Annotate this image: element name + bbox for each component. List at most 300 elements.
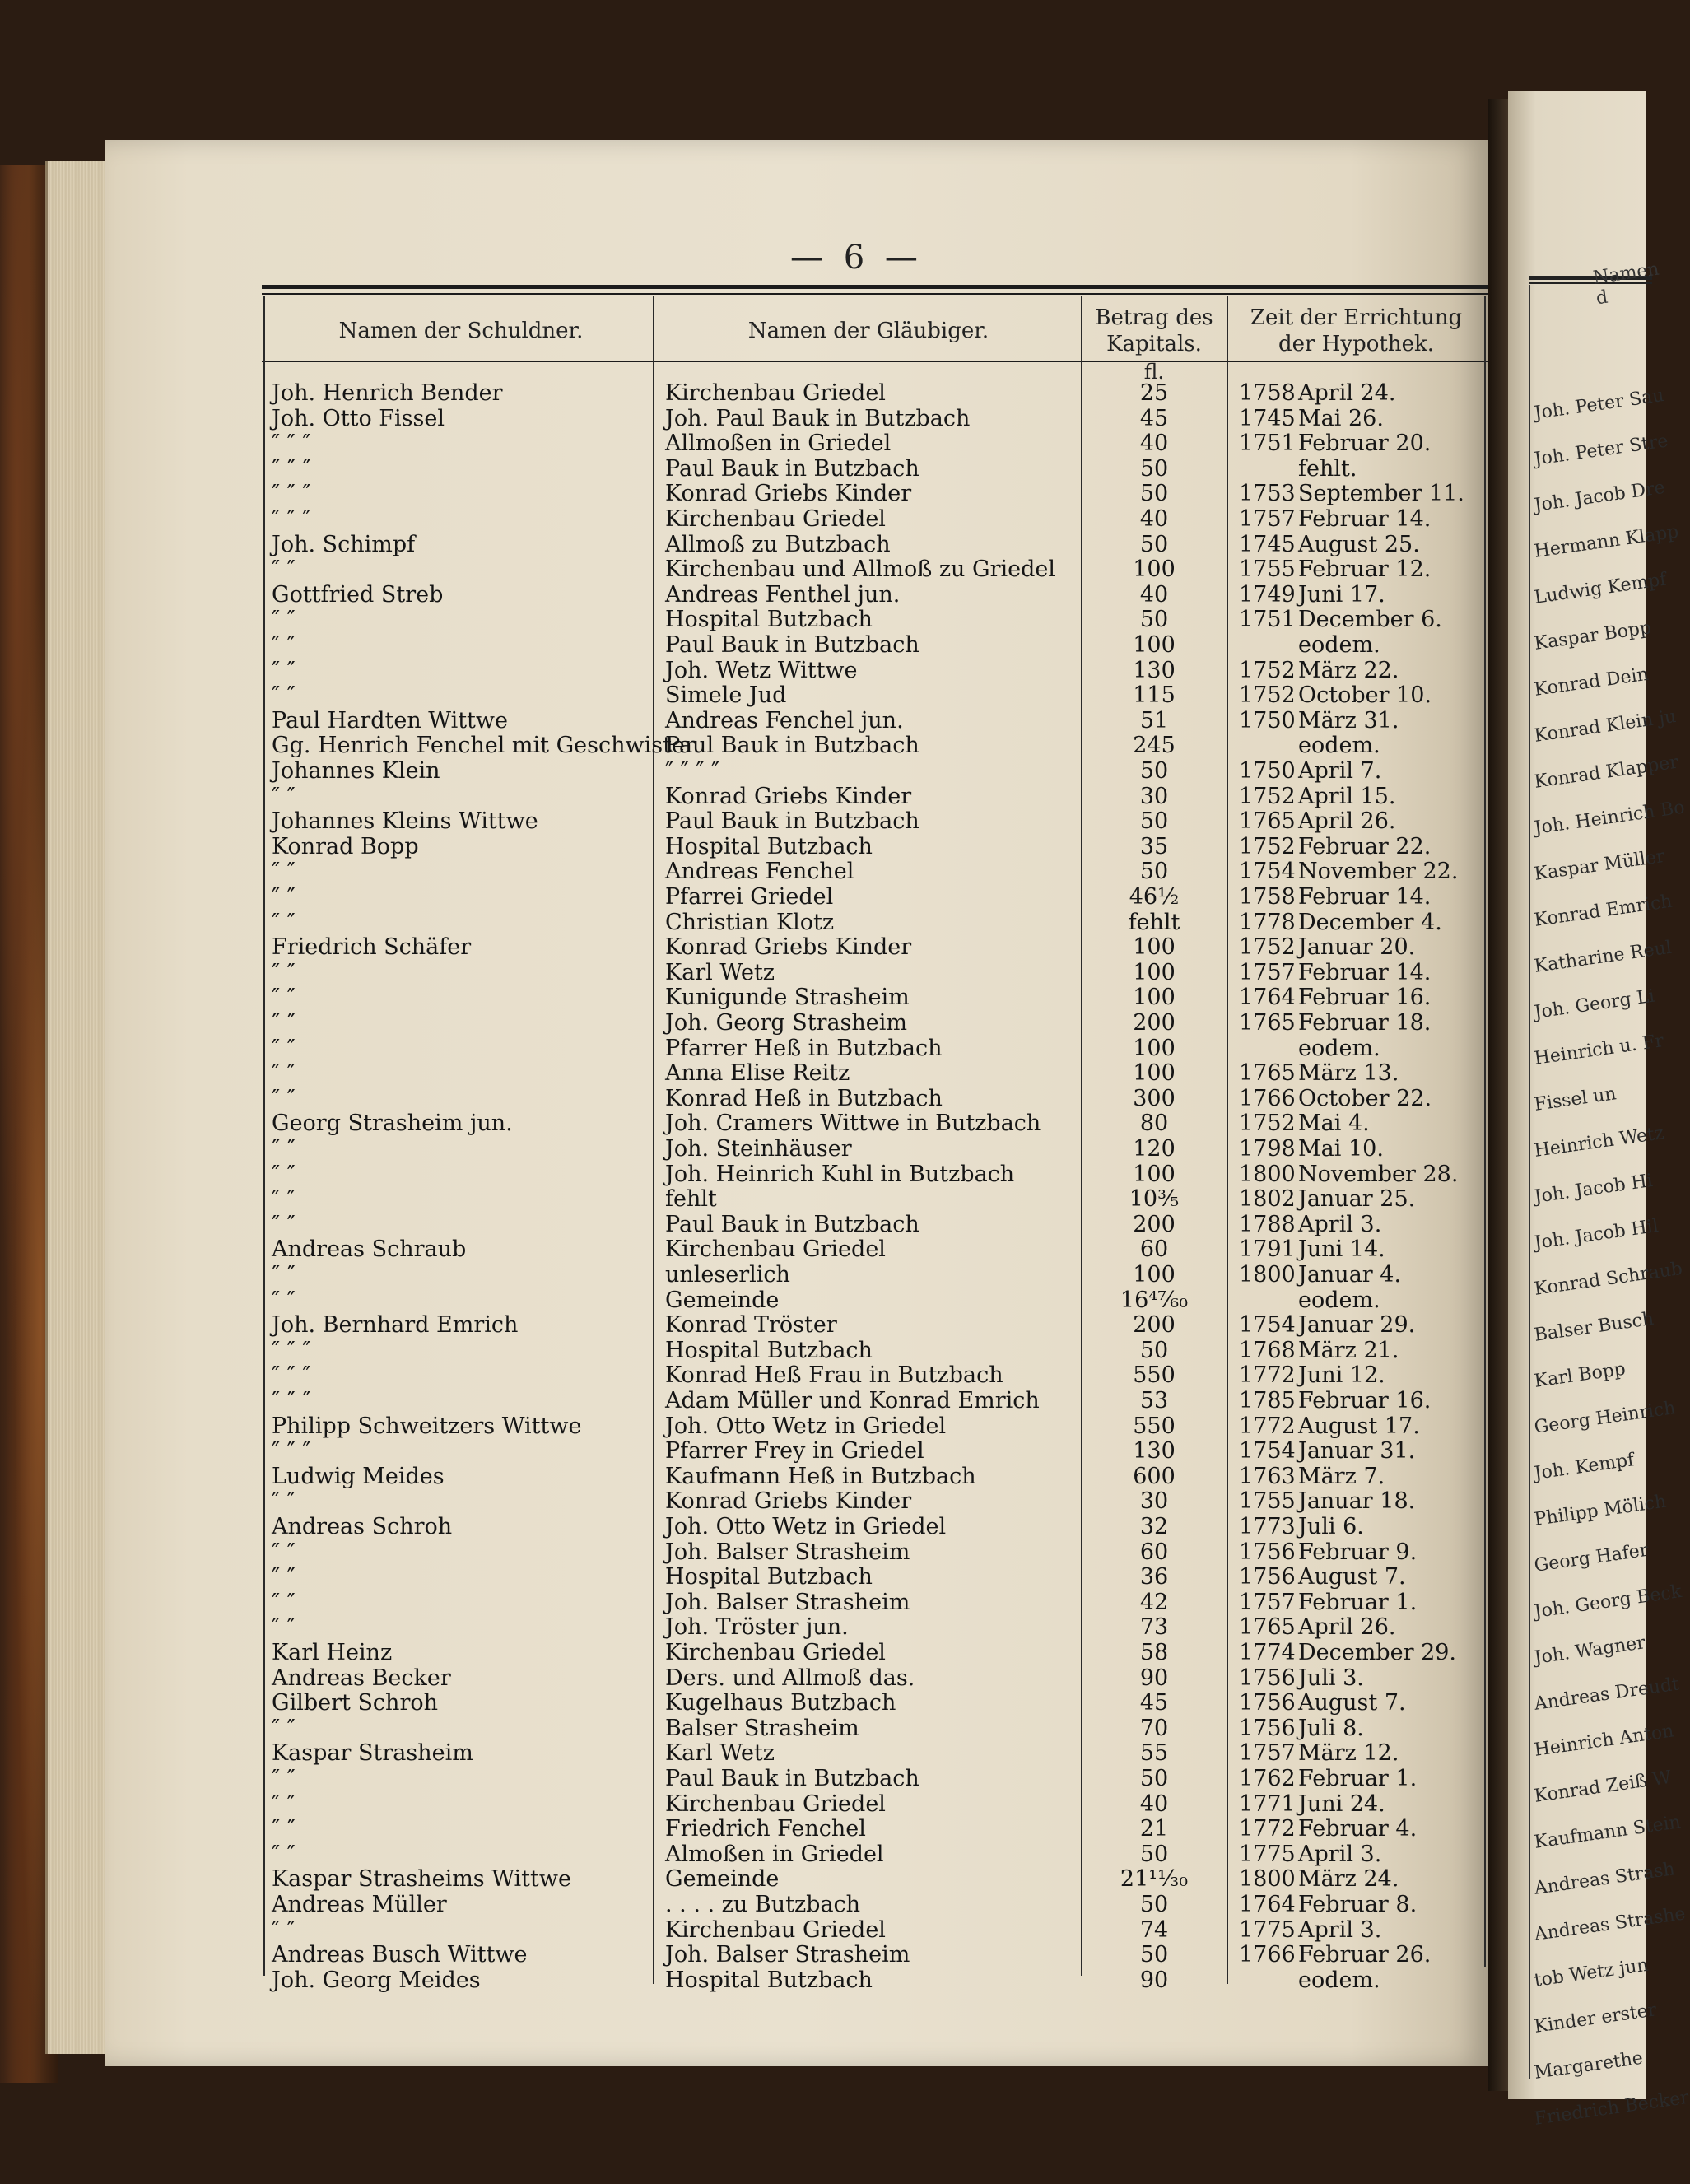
next-page-item: Kaufmann Stein: [1533, 1812, 1683, 1853]
mortgage-day: März 24.: [1298, 1866, 1399, 1893]
mortgage-year: 1773: [1239, 1514, 1296, 1539]
capital-amount: 58: [1139, 1640, 1169, 1665]
creditor-name: Balser Strasheim: [665, 1715, 859, 1741]
debtor-name: ″ ″ ″: [272, 1362, 311, 1389]
mortgage-date: [1239, 632, 1482, 658]
mortgage-date: [1239, 1590, 1482, 1615]
next-page-item: Konrad Klapper: [1533, 752, 1680, 793]
next-page-item: Friedrich Becker: [1533, 2087, 1690, 2130]
creditor-name: Anna Elise Reitz: [665, 1060, 850, 1087]
next-page-item: Fissel un: [1533, 1083, 1618, 1115]
mortgage-year: 1753: [1239, 481, 1296, 507]
debtor-name: Andreas Schroh: [272, 1514, 453, 1539]
mortgage-day: Januar 25.: [1298, 1186, 1416, 1213]
capital-amount: 35: [1139, 833, 1169, 859]
mortgage-year: 1756: [1239, 1690, 1296, 1716]
capital-amount: 50: [1139, 1337, 1169, 1363]
next-page-item: Kinder erster: [1533, 2000, 1658, 2037]
creditor-name: Konrad Griebs Kinder: [665, 481, 912, 507]
next-page-item: Kaspar Bopp: [1533, 617, 1653, 654]
next-page-item: Joh. Georg Beck: [1533, 1581, 1683, 1623]
mortgage-day: Mai 26.: [1298, 405, 1384, 431]
mortgage-date: [1239, 1892, 1482, 1917]
column-line-debtor-creditor: [653, 296, 654, 1984]
mortgage-year: 1754: [1239, 1438, 1296, 1465]
creditor-name: Pfarrer Heß in Butzbach: [665, 1035, 943, 1061]
debtor-name: Joh. Henrich Bender: [272, 380, 503, 406]
next-page-item: tob Wetz jun: [1533, 1954, 1650, 1991]
capital-amount: 30: [1139, 783, 1169, 809]
mortgage-day: Januar 18.: [1298, 1488, 1416, 1515]
mortgage-date: [1239, 431, 1482, 456]
mortgage-date: [1239, 532, 1482, 557]
mortgage-date: [1239, 1162, 1482, 1187]
mortgage-day: Februar 1.: [1298, 1589, 1418, 1615]
creditor-name: Konrad Griebs Kinder: [665, 1488, 912, 1515]
next-page-item: Heinrich u. Fr: [1533, 1031, 1665, 1069]
capital-amount: 51: [1139, 707, 1169, 733]
creditor-name: Konrad Heß Frau in Butzbach: [665, 1362, 1003, 1389]
mortgage-day: Juni 24.: [1298, 1791, 1385, 1817]
capital-amount: 90: [1139, 1665, 1169, 1691]
creditor-name: Joh. Wetz Wittwe: [665, 657, 858, 683]
creditor-name: Gemeinde: [665, 1287, 780, 1313]
mortgage-date: [1239, 1111, 1482, 1136]
debtor-name: Joh. Schimpf: [272, 531, 416, 557]
mortgage-date: [1239, 682, 1482, 708]
debtor-name: ″ ″: [272, 1791, 296, 1817]
debtor-name: ″ ″: [272, 1211, 296, 1237]
mortgage-year: 1800: [1239, 1262, 1296, 1288]
capital-amount: 600: [1133, 1463, 1176, 1489]
mortgage-date: [1239, 834, 1482, 859]
mortgage-year: 1757: [1239, 1740, 1296, 1767]
capital-amount: 25: [1139, 380, 1169, 406]
mortgage-date: [1239, 1413, 1482, 1439]
debtor-name: ″ ″: [272, 1816, 296, 1842]
debtor-name: ″ ″: [272, 985, 296, 1011]
next-page-item: Andreas Strash: [1533, 1859, 1677, 1899]
next-page-item: Margarethe: [1533, 2047, 1645, 2084]
mortgage-day: Februar 14.: [1298, 959, 1432, 985]
capital-amount: 80: [1139, 1111, 1169, 1137]
capital-amount: 100: [1133, 1161, 1176, 1187]
mortgage-day: März 22.: [1298, 657, 1399, 683]
debtor-name: ″ ″: [272, 909, 296, 935]
mortgage-date: [1239, 1136, 1482, 1162]
next-page-item: Karl Bopp: [1533, 1358, 1627, 1392]
creditor-name: Pfarrei Griedel: [665, 884, 834, 910]
mortgage-year: 1800: [1239, 1866, 1296, 1893]
mortgage-date: [1239, 1288, 1482, 1313]
page-edges: [45, 161, 114, 2054]
capital-amount: 200: [1133, 1211, 1176, 1237]
debtor-name: Paul Hardten Wittwe: [272, 707, 508, 733]
capital-amount: 100: [1133, 1060, 1176, 1087]
debtor-name: Johannes Klein: [272, 758, 440, 784]
debtor-name: Kaspar Strasheims Wittwe: [272, 1866, 571, 1893]
mortgage-date: [1239, 1816, 1482, 1842]
mortgage-date: [1239, 658, 1482, 683]
mortgage-date: [1239, 1010, 1482, 1036]
creditor-name: ″ ″ ″ ″: [665, 758, 720, 784]
mortgage-date: [1239, 1036, 1482, 1061]
creditor-name: Almoßen in Griedel: [665, 1841, 884, 1867]
mortgage-date: [1239, 1212, 1482, 1237]
mortgage-day: März 21.: [1298, 1337, 1399, 1363]
next-page-item: Joh. Kempf: [1533, 1450, 1636, 1484]
mortgage-date: [1239, 1388, 1482, 1413]
debtor-name: ″ ″: [272, 1715, 296, 1741]
debtor-name: Andreas Busch Wittwe: [272, 1942, 528, 1968]
creditor-name: Kunigunde Strasheim: [665, 985, 910, 1011]
debtor-name: Gg. Henrich Fenchel mit Geschwister: [272, 733, 696, 759]
next-page-item: Kaspar Müller: [1533, 845, 1667, 885]
debtor-name: ″ ″: [272, 783, 296, 809]
mortgage-year: 1750: [1239, 758, 1296, 784]
capital-amount: 40: [1139, 431, 1169, 457]
debtor-name: ″ ″ ″: [272, 1438, 311, 1465]
mortgage-day: Februar 14.: [1298, 506, 1432, 532]
mortgage-day: Februar 4.: [1298, 1816, 1418, 1842]
mortgage-date: [1239, 1362, 1482, 1388]
mortgage-day: Februar 8.: [1298, 1892, 1418, 1917]
mortgage-year: 1749: [1239, 581, 1296, 608]
mortgage-date: [1239, 733, 1482, 758]
creditor-name: Joh. Otto Wetz in Griedel: [665, 1514, 947, 1539]
header-rule-thick: [262, 285, 1488, 289]
next-page-item: Joh. Jacob Dre: [1533, 477, 1667, 516]
creditor-name: Joh. Balser Strasheim: [665, 1539, 910, 1565]
debtor-name: Joh. Otto Fissel: [272, 405, 445, 431]
mortgage-day: April 24.: [1298, 380, 1396, 406]
debtor-name: ″ ″ ″: [272, 455, 311, 482]
mortgage-date: [1239, 556, 1482, 582]
mortgage-year: 1765: [1239, 1010, 1296, 1036]
capital-amount: 300: [1133, 1085, 1176, 1111]
debtor-name: Joh. Georg Meides: [272, 1967, 481, 1993]
debtor-name: ″ ″ ″: [272, 1337, 311, 1363]
capital-amount: 30: [1139, 1488, 1169, 1515]
debtor-name: Andreas Müller: [272, 1892, 447, 1917]
mortgage-year: 1764: [1239, 1892, 1296, 1917]
creditor-name: Joh. Tröster jun.: [665, 1614, 849, 1641]
mortgage-year: 1774: [1239, 1640, 1296, 1665]
capital-amount: 120: [1133, 1136, 1176, 1162]
capital-amount: 50: [1139, 455, 1169, 482]
column-line-left: [263, 296, 265, 1976]
mortgage-date: [1239, 934, 1482, 960]
mortgage-date: [1239, 1514, 1482, 1539]
mortgage-year: 1768: [1239, 1337, 1296, 1363]
mortgage-year: 1788: [1239, 1211, 1296, 1237]
capital-amount: 550: [1133, 1413, 1176, 1439]
mortgage-year: 1756: [1239, 1539, 1296, 1565]
mortgage-day: Januar 29.: [1298, 1312, 1416, 1339]
mortgage-year: 1752: [1239, 1111, 1296, 1137]
capital-amount: 50: [1139, 1892, 1169, 1917]
mortgage-date: [1239, 708, 1482, 733]
mortgage-year: 1758: [1239, 380, 1296, 406]
mortgage-day: Mai 4.: [1298, 1111, 1370, 1137]
mortgage-day: eodem.: [1298, 1967, 1380, 1993]
capital-amount: 45: [1139, 405, 1169, 431]
mortgage-year: 1775: [1239, 1916, 1296, 1943]
mortgage-date: [1239, 1060, 1482, 1086]
creditor-name: Andreas Fenchel: [665, 859, 854, 885]
mortgage-year: 1765: [1239, 1614, 1296, 1641]
mortgage-day: April 7.: [1298, 758, 1382, 784]
capital-amount: 21: [1139, 1816, 1169, 1842]
capital-amount: 100: [1133, 985, 1176, 1011]
creditor-name: Gemeinde: [665, 1866, 780, 1893]
mortgage-year: 1745: [1239, 531, 1296, 557]
capital-amount: 60: [1139, 1539, 1169, 1565]
creditor-name: . . . . zu Butzbach: [665, 1892, 861, 1917]
mortgage-year: 1765: [1239, 808, 1296, 835]
mortgage-day: April 3.: [1298, 1841, 1382, 1867]
debtor-name: Kaspar Strasheim: [272, 1740, 473, 1767]
creditor-name: Hospital Butzbach: [665, 607, 873, 633]
debtor-name: ″ ″: [272, 1488, 296, 1515]
debtor-name: ″ ″: [272, 1035, 296, 1061]
creditor-name: Konrad Griebs Kinder: [665, 934, 912, 961]
mortgage-year: 1757: [1239, 959, 1296, 985]
next-page-item: Balser Busch: [1533, 1308, 1655, 1346]
next-page-item: Joh. Wagner: [1533, 1632, 1647, 1669]
creditor-name: Adam Müller und Konrad Emrich: [665, 1388, 1040, 1413]
capital-amount: 45: [1139, 1690, 1169, 1716]
next-page-item: Georg Hafer: [1533, 1539, 1650, 1576]
capital-amount: 50: [1139, 1942, 1169, 1968]
debtor-name: Konrad Bopp: [272, 833, 419, 859]
header-debtors: Namen der Schuldner.: [338, 319, 584, 343]
mortgage-day: Juni 12.: [1298, 1362, 1385, 1389]
mortgage-date: [1239, 1917, 1482, 1943]
creditor-name: Pfarrer Frey in Griedel: [665, 1438, 924, 1465]
capital-amount: 55: [1139, 1740, 1169, 1767]
column-line-right: [1484, 296, 1486, 1967]
mortgage-day: Februar 12.: [1298, 556, 1432, 583]
creditor-name: Kirchenbau Griedel: [665, 506, 886, 532]
capital-amount: 46½: [1129, 884, 1180, 910]
debtor-name: ″ ″: [272, 1262, 296, 1288]
mortgage-date: [1239, 1791, 1482, 1817]
next-page-item: Andreas Strashe: [1533, 1903, 1688, 1945]
mortgage-day: April 3.: [1298, 1916, 1382, 1943]
creditor-name: Christian Klotz: [665, 909, 835, 935]
next-page-header: Namen d: [1591, 258, 1661, 310]
mortgage-date: [1239, 1640, 1482, 1665]
mortgage-day: April 3.: [1298, 1211, 1382, 1237]
header-amount: Betrag des Kapitals.: [1095, 305, 1213, 356]
mortgage-date: [1239, 1236, 1482, 1262]
creditor-name: Paul Bauk in Butzbach: [665, 632, 919, 658]
capital-amount: 100: [1133, 1035, 1176, 1061]
mortgage-day: April 26.: [1298, 1614, 1396, 1641]
creditor-name: Joh. Georg Strasheim: [665, 1010, 908, 1036]
mortgage-date: [1239, 582, 1482, 608]
debtor-name: ″ ″: [272, 682, 296, 709]
mortgage-day: März 13.: [1298, 1060, 1399, 1087]
creditor-name: Simele Jud: [665, 682, 787, 709]
debtor-name: ″ ″ ″: [272, 481, 311, 507]
mortgage-day: Januar 4.: [1298, 1262, 1402, 1288]
debtor-name: ″ ″: [272, 859, 296, 885]
debtor-name: ″ ″: [272, 556, 296, 583]
debtor-name: Johannes Kleins Wittwe: [272, 808, 538, 835]
capital-amount: 53: [1139, 1388, 1169, 1413]
mortgage-year: 1775: [1239, 1841, 1296, 1867]
capital-amount: fehlt: [1128, 909, 1180, 935]
creditor-name: Paul Bauk in Butzbach: [665, 455, 919, 482]
next-page-fragment: [1508, 91, 1690, 2130]
next-page-item: Joh. Georg Li: [1533, 985, 1656, 1023]
mortgage-date: [1239, 1842, 1482, 1867]
capital-amount: 60: [1139, 1236, 1169, 1263]
mortgage-year: 1754: [1239, 859, 1296, 885]
creditor-name: Karl Wetz: [665, 1740, 775, 1767]
capital-amount: 100: [1133, 556, 1176, 583]
capital-amount: 40: [1139, 1791, 1169, 1817]
next-page-item: Katharine Reul: [1533, 937, 1674, 977]
mortgage-year: 1766: [1239, 1085, 1296, 1111]
debtor-name: Georg Strasheim jun.: [272, 1111, 513, 1137]
capital-amount: 50: [1139, 607, 1169, 633]
next-page-item: Joh. Heinrich Bo: [1533, 797, 1687, 839]
debtor-name: ″ ″: [272, 959, 296, 985]
mortgage-year: 1757: [1239, 1589, 1296, 1615]
mortgage-year: 1758: [1239, 884, 1296, 910]
debtor-name: Andreas Schraub: [272, 1236, 467, 1263]
mortgage-year: 1745: [1239, 405, 1296, 431]
mortgage-date: [1239, 1716, 1482, 1741]
capital-amount: 50: [1139, 531, 1169, 557]
mortgage-day: April 15.: [1298, 783, 1396, 809]
creditor-name: Joh. Paul Bauk in Butzbach: [665, 405, 971, 431]
capital-amount: 42: [1139, 1589, 1169, 1615]
mortgage-year: 1755: [1239, 556, 1296, 583]
debtor-name: ″ ″: [272, 1060, 296, 1087]
creditor-name: Paul Bauk in Butzbach: [665, 1766, 919, 1791]
debtor-name: ″ ″ ″: [272, 1388, 311, 1413]
mortgage-day: Februar 20.: [1298, 431, 1432, 457]
mortgage-year: 1765: [1239, 1060, 1296, 1087]
capital-amount: 36: [1139, 1564, 1169, 1590]
mortgage-year: 1752: [1239, 934, 1296, 961]
capital-amount: 200: [1133, 1312, 1176, 1339]
mortgage-date: [1239, 910, 1482, 935]
header-rule-thin: [262, 293, 1488, 295]
currency-unit: fl.: [1143, 360, 1165, 384]
mortgage-day: Juni 17.: [1298, 581, 1385, 608]
mortgage-day: Januar 20.: [1298, 934, 1416, 961]
debtor-name: ″ ″: [272, 632, 296, 658]
mortgage-date: [1239, 1766, 1482, 1791]
next-page-item: Georg Heinrich: [1533, 1398, 1677, 1438]
mortgage-year: 1754: [1239, 1312, 1296, 1339]
header-date: Zeit der Errichtung der Hypothek.: [1250, 305, 1463, 356]
mortgage-day: eodem.: [1298, 1287, 1380, 1313]
capital-amount: 16⁴⁷⁄₆₀: [1120, 1287, 1189, 1313]
capital-amount: 100: [1133, 934, 1176, 961]
mortgage-date: [1239, 808, 1482, 834]
capital-amount: 50: [1139, 481, 1169, 507]
mortgage-year: 1756: [1239, 1665, 1296, 1691]
creditor-name: Hospital Butzbach: [665, 1967, 873, 1993]
mortgage-date: [1239, 1186, 1482, 1212]
creditor-name: Joh. Steinhäuser: [665, 1136, 852, 1162]
mortgage-year: 1752: [1239, 833, 1296, 859]
mortgage-year: 1752: [1239, 682, 1296, 709]
mortgage-date: [1239, 506, 1482, 532]
mortgage-day: Februar 22.: [1298, 833, 1432, 859]
mortgage-date: [1239, 380, 1482, 406]
mortgage-day: eodem.: [1298, 632, 1380, 658]
mortgage-date: [1239, 1740, 1482, 1766]
mortgage-day: Februar 9.: [1298, 1539, 1418, 1565]
debtor-name: ″ ″: [272, 1010, 296, 1036]
next-page-item: Joh. Jacob Hil: [1533, 1215, 1660, 1254]
capital-amount: 550: [1133, 1362, 1176, 1389]
mortgage-year: 1756: [1239, 1564, 1296, 1590]
debtor-name: ″ ″: [272, 1136, 296, 1162]
creditor-name: Andreas Fenthel jun.: [665, 581, 901, 608]
mortgage-day: Mai 10.: [1298, 1136, 1384, 1162]
capital-amount: 74: [1139, 1916, 1169, 1943]
next-page-item: Konrad Zeiß W: [1533, 1767, 1673, 1807]
creditor-name: Kugelhaus Butzbach: [665, 1690, 896, 1716]
mortgage-date: [1239, 1967, 1482, 1993]
page-number: — 6 —: [790, 239, 923, 277]
mortgage-date: [1239, 1614, 1482, 1640]
debtor-name: Philipp Schweitzers Wittwe: [272, 1413, 582, 1439]
mortgage-date: [1239, 758, 1482, 784]
mortgage-year: 1802: [1239, 1186, 1296, 1213]
next-page-item: Joh. Jacob Hi: [1533, 1170, 1655, 1208]
creditor-name: Allmoßen in Griedel: [665, 431, 892, 457]
header-creditors: Namen der Gläubiger.: [747, 319, 989, 343]
mortgage-day: August 7.: [1298, 1564, 1406, 1590]
next-page-item: Hermann Klapp: [1533, 521, 1680, 562]
creditor-name: Kirchenbau und Allmoß zu Griedel: [665, 556, 1056, 583]
debtor-name: ″ ″: [272, 1287, 296, 1313]
creditor-name: unleserlich: [665, 1262, 790, 1288]
mortgage-day: fehlt.: [1298, 455, 1357, 482]
debtor-name: Joh. Bernhard Emrich: [272, 1312, 519, 1339]
mortgage-date: [1239, 481, 1482, 506]
capital-amount: 115: [1133, 682, 1176, 709]
next-page-column-line: [1529, 285, 1530, 2079]
mortgage-day: Juli 8.: [1298, 1715, 1364, 1741]
mortgage-date: [1239, 960, 1482, 985]
debtor-name: Karl Heinz: [272, 1640, 393, 1665]
capital-amount: 50: [1139, 859, 1169, 885]
debtor-name: Andreas Becker: [272, 1665, 451, 1691]
debtor-name: Friedrich Schäfer: [272, 934, 472, 961]
mortgage-date: [1239, 1942, 1482, 1967]
mortgage-date: [1239, 1312, 1482, 1338]
mortgage-day: August 17.: [1298, 1413, 1420, 1439]
mortgage-date: [1239, 1262, 1482, 1288]
next-page-item: Konrad Klein ju: [1533, 705, 1678, 747]
creditor-name: Hospital Butzbach: [665, 833, 873, 859]
mortgage-date: [1239, 1690, 1482, 1716]
next-page-item: Joh. Peter Stre: [1533, 431, 1670, 470]
mortgage-year: 1772: [1239, 1413, 1296, 1439]
mortgage-year: 1766: [1239, 1942, 1296, 1968]
mortgage-year: 1752: [1239, 783, 1296, 809]
